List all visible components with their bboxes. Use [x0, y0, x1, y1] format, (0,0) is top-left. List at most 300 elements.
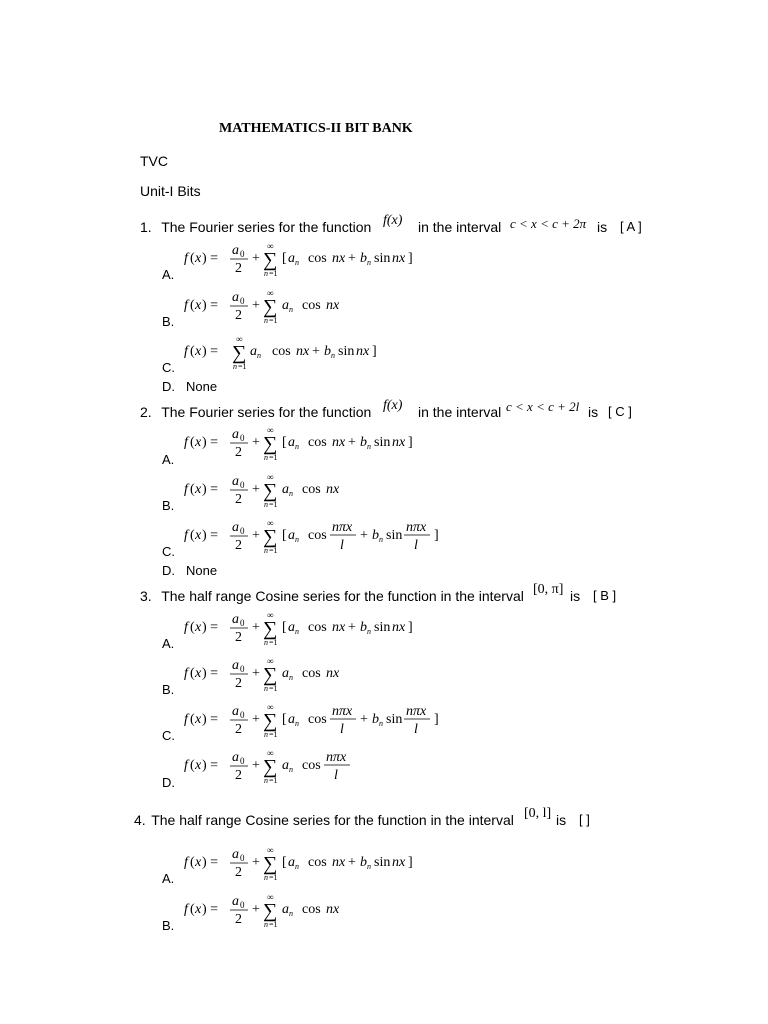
svg-text:(: ( — [190, 528, 195, 543]
svg-text:∞: ∞ — [267, 702, 274, 712]
question-3 — [140, 588, 524, 606]
svg-text:n: n — [264, 873, 268, 882]
svg-text:a: a — [288, 855, 295, 870]
svg-text:∑: ∑ — [263, 900, 278, 922]
svg-text:a: a — [288, 251, 295, 266]
svg-text:x: x — [195, 712, 202, 727]
svg-text:n: n — [295, 627, 299, 636]
svg-text:) =: ) = — [202, 758, 219, 773]
svg-text:a: a — [232, 658, 239, 673]
svg-text:]: ] — [408, 620, 413, 635]
svg-text:[: [ — [282, 855, 287, 870]
svg-text:=1: =1 — [269, 873, 278, 882]
svg-text:2: 2 — [235, 630, 242, 645]
option-letter: B. — [162, 918, 175, 933]
answer-box: [ ] — [579, 812, 590, 827]
question-text: The Fourier series for the function — [161, 219, 372, 235]
svg-text:n: n — [264, 500, 268, 509]
course-code: TVC — [140, 153, 168, 169]
svg-text:(: ( — [190, 435, 195, 450]
svg-text:2: 2 — [235, 722, 242, 737]
svg-text:(: ( — [190, 298, 195, 313]
option-letter: B. — [162, 498, 175, 513]
svg-text:cos: cos — [302, 902, 321, 917]
svg-text:f: f — [184, 528, 188, 543]
svg-text:n: n — [367, 862, 371, 871]
option-letter: A. — [162, 452, 175, 467]
svg-text:=1: =1 — [269, 638, 278, 647]
svg-text:x: x — [195, 855, 202, 870]
svg-text:∑: ∑ — [263, 853, 278, 875]
svg-text:[: [ — [282, 528, 287, 543]
svg-text:n: n — [295, 719, 299, 728]
svg-text:0: 0 — [240, 664, 245, 674]
svg-text:a: a — [288, 712, 295, 727]
svg-text:]: ] — [434, 528, 439, 543]
svg-text:+: + — [252, 712, 260, 727]
svg-text:x: x — [195, 528, 202, 543]
svg-text:cos: cos — [308, 435, 327, 450]
formula-q3-b — [184, 656, 364, 696]
svg-text:) =: ) = — [202, 251, 219, 266]
svg-text:+: + — [360, 712, 368, 727]
formula-q2-a — [184, 425, 424, 465]
unit-heading: Unit-I Bits — [140, 183, 201, 199]
svg-text:nx: nx — [332, 435, 346, 450]
svg-text:0: 0 — [240, 249, 245, 259]
svg-text:x: x — [195, 666, 202, 681]
svg-text:a: a — [282, 482, 289, 497]
svg-text:n: n — [367, 442, 371, 451]
svg-text:+: + — [252, 902, 260, 917]
svg-text:n: n — [264, 920, 268, 929]
svg-text:cos: cos — [302, 666, 321, 681]
svg-text:) =: ) = — [202, 620, 219, 635]
option-letter: A. — [162, 267, 175, 282]
svg-text:cos: cos — [302, 298, 321, 313]
svg-text:sin: sin — [338, 344, 355, 359]
svg-text:2: 2 — [235, 768, 242, 783]
formula-q4-a — [184, 845, 424, 885]
svg-text:=1: =1 — [269, 269, 278, 278]
svg-text:cos: cos — [302, 758, 321, 773]
formula-q3-c — [184, 700, 454, 744]
svg-text:nx: nx — [326, 298, 340, 313]
svg-text:a: a — [232, 894, 239, 909]
svg-text:a: a — [282, 298, 289, 313]
svg-text:) =: ) = — [202, 855, 219, 870]
svg-text:b: b — [324, 344, 331, 359]
svg-text:+: + — [252, 855, 260, 870]
svg-text:cos: cos — [308, 855, 327, 870]
svg-text:(: ( — [190, 344, 195, 359]
svg-text:l: l — [414, 538, 418, 553]
option-none: None — [186, 563, 218, 578]
svg-text:f: f — [184, 758, 188, 773]
svg-text:a: a — [232, 243, 239, 258]
svg-text:2: 2 — [235, 912, 242, 927]
svg-text:f: f — [184, 435, 188, 450]
svg-text:=1: =1 — [269, 920, 278, 929]
svg-text:∑: ∑ — [263, 710, 278, 732]
svg-text:nx: nx — [392, 435, 406, 450]
svg-text:∑: ∑ — [263, 618, 278, 640]
svg-text:[: [ — [282, 435, 287, 450]
svg-text:sin: sin — [374, 855, 391, 870]
option-none: None — [186, 379, 218, 394]
svg-text:+: + — [348, 435, 356, 450]
svg-text:2: 2 — [235, 538, 242, 553]
svg-text:f: f — [184, 344, 188, 359]
svg-text:a: a — [288, 528, 295, 543]
svg-text:(: ( — [190, 482, 195, 497]
svg-text:a: a — [232, 847, 239, 862]
question-2 — [140, 404, 371, 422]
svg-text:a: a — [232, 520, 239, 535]
svg-text:+: + — [348, 855, 356, 870]
svg-text:f: f — [184, 482, 188, 497]
svg-text:nπx: nπx — [332, 704, 353, 719]
svg-text:x: x — [195, 251, 202, 266]
svg-text:sin: sin — [386, 528, 403, 543]
svg-text:nx: nx — [356, 344, 370, 359]
svg-text:0: 0 — [240, 900, 245, 910]
svg-text:[: [ — [282, 620, 287, 635]
option-letter: D. — [162, 775, 175, 790]
svg-text:∞: ∞ — [267, 518, 274, 528]
svg-text:a: a — [232, 612, 239, 627]
svg-text:]: ] — [408, 855, 413, 870]
svg-text:sin: sin — [374, 620, 391, 635]
svg-text:nx: nx — [392, 855, 406, 870]
svg-text:x: x — [195, 482, 202, 497]
svg-text:nπx: nπx — [332, 520, 353, 535]
svg-text:) =: ) = — [202, 712, 219, 727]
answer-box: [ A ] — [620, 219, 642, 234]
svg-text:cos: cos — [308, 251, 327, 266]
svg-text:+: + — [252, 620, 260, 635]
svg-text:[: [ — [282, 251, 287, 266]
question-number: 3. — [140, 588, 152, 604]
svg-text:nx: nx — [332, 251, 346, 266]
question-1 — [140, 219, 371, 237]
formula-q1-b — [184, 288, 364, 328]
svg-text:b: b — [372, 712, 379, 727]
svg-text:n: n — [379, 535, 383, 544]
svg-text:cos: cos — [302, 482, 321, 497]
svg-text:a: a — [282, 666, 289, 681]
interval-expression: [0, π] — [533, 582, 564, 597]
svg-text:∑: ∑ — [232, 342, 247, 364]
svg-text:]: ] — [434, 712, 439, 727]
svg-text:a: a — [232, 750, 239, 765]
svg-text:a: a — [282, 758, 289, 773]
svg-text:=1: =1 — [269, 730, 278, 739]
svg-text:∑: ∑ — [263, 756, 278, 778]
option-letter: C. — [162, 360, 175, 375]
svg-text:=1: =1 — [269, 776, 278, 785]
svg-text:+: + — [360, 528, 368, 543]
svg-text:) =: ) = — [202, 435, 219, 450]
svg-text:0: 0 — [240, 526, 245, 536]
svg-text:a: a — [232, 290, 239, 305]
svg-text:0: 0 — [240, 296, 245, 306]
svg-text:f: f — [184, 251, 188, 266]
svg-text:f: f — [184, 620, 188, 635]
option-letter: C. — [162, 544, 175, 559]
svg-text:n: n — [367, 627, 371, 636]
question-text: The half range Cosine series for the function in the interval — [161, 588, 524, 604]
svg-text:∞: ∞ — [267, 610, 274, 620]
formula-q1-a — [184, 241, 424, 281]
svg-text:b: b — [360, 251, 367, 266]
svg-text:nx: nx — [332, 620, 346, 635]
svg-text:n: n — [289, 765, 293, 774]
svg-text:f: f — [184, 298, 188, 313]
svg-text:) =: ) = — [202, 344, 219, 359]
svg-text:sin: sin — [374, 251, 391, 266]
svg-text:∑: ∑ — [263, 249, 278, 271]
svg-text:(: ( — [190, 855, 195, 870]
formula-q4-b — [184, 892, 364, 932]
svg-text:cos: cos — [272, 344, 291, 359]
svg-text:n: n — [289, 305, 293, 314]
svg-text:0: 0 — [240, 710, 245, 720]
question-4 — [134, 812, 514, 830]
svg-text:sin: sin — [374, 435, 391, 450]
formula-q3-d — [184, 746, 384, 790]
svg-text:n: n — [233, 362, 237, 371]
svg-text:x: x — [195, 344, 202, 359]
is-label: is — [588, 404, 599, 420]
svg-text:) =: ) = — [202, 482, 219, 497]
svg-text:=1: =1 — [269, 546, 278, 555]
option-letter: A. — [162, 636, 175, 651]
svg-text:∞: ∞ — [267, 288, 274, 298]
formula-q2-c — [184, 516, 454, 560]
interval-expression: c < x < c + 2l — [506, 399, 580, 414]
svg-text:nπx: nπx — [406, 520, 427, 535]
svg-text:+: + — [252, 528, 260, 543]
svg-text:x: x — [195, 620, 202, 635]
svg-text:∞: ∞ — [267, 748, 274, 758]
is-label: is — [597, 219, 608, 235]
svg-text:∞: ∞ — [267, 241, 274, 251]
question-text: The Fourier series for the function — [161, 404, 372, 420]
function-symbol: f(x) — [383, 213, 403, 228]
svg-text:2: 2 — [235, 865, 242, 880]
svg-text:2: 2 — [235, 445, 242, 460]
svg-text:b: b — [360, 855, 367, 870]
svg-text:2: 2 — [235, 261, 242, 276]
svg-text:(: ( — [190, 251, 195, 266]
svg-text:a: a — [282, 902, 289, 917]
question-number: 1. — [140, 219, 152, 235]
formula-q3-a — [184, 610, 424, 650]
svg-text:n: n — [264, 453, 268, 462]
svg-text:a: a — [232, 474, 239, 489]
svg-text:sin: sin — [386, 712, 403, 727]
svg-text:n: n — [379, 719, 383, 728]
svg-text:0: 0 — [240, 853, 245, 863]
svg-text:n: n — [264, 776, 268, 785]
svg-text:0: 0 — [240, 480, 245, 490]
svg-text:n: n — [264, 638, 268, 647]
svg-text:=1: =1 — [269, 684, 278, 693]
svg-text:∞: ∞ — [267, 472, 274, 482]
option-letter: C. — [162, 728, 175, 743]
svg-text:x: x — [195, 902, 202, 917]
svg-text:a: a — [288, 620, 295, 635]
is-label: is — [570, 588, 581, 604]
svg-text:cos: cos — [308, 528, 327, 543]
svg-text:∞: ∞ — [267, 656, 274, 666]
interval-label: in the interval — [418, 219, 502, 235]
svg-text:f: f — [184, 666, 188, 681]
svg-text:) =: ) = — [202, 902, 219, 917]
svg-text:∞: ∞ — [267, 425, 274, 435]
svg-text:b: b — [360, 435, 367, 450]
svg-text:nx: nx — [296, 344, 310, 359]
interval-label: in the interval — [418, 404, 502, 420]
interval-expression: [0, l] — [524, 806, 552, 821]
svg-text:n: n — [264, 546, 268, 555]
svg-text:x: x — [195, 758, 202, 773]
option-letter: A. — [162, 871, 175, 886]
svg-text:n: n — [289, 489, 293, 498]
svg-text:∑: ∑ — [263, 480, 278, 502]
svg-text:n: n — [367, 258, 371, 267]
question-text: The half range Cosine series for the function in the interval — [151, 812, 514, 828]
svg-text:nπx: nπx — [326, 750, 347, 765]
svg-text:n: n — [289, 909, 293, 918]
svg-text:a: a — [288, 435, 295, 450]
svg-text:]: ] — [408, 251, 413, 266]
svg-text:a: a — [232, 704, 239, 719]
svg-text:n: n — [295, 535, 299, 544]
svg-text:a: a — [232, 427, 239, 442]
svg-text:2: 2 — [235, 308, 242, 323]
svg-text:]: ] — [372, 344, 377, 359]
svg-text:nπx: nπx — [406, 704, 427, 719]
svg-text:+: + — [312, 344, 320, 359]
svg-text:∞: ∞ — [267, 845, 274, 855]
svg-text:nx: nx — [326, 666, 340, 681]
svg-text:∑: ∑ — [263, 433, 278, 455]
svg-text:nx: nx — [326, 902, 340, 917]
svg-text:(: ( — [190, 712, 195, 727]
svg-text:2: 2 — [235, 676, 242, 691]
svg-text:+: + — [252, 758, 260, 773]
svg-text:b: b — [372, 528, 379, 543]
question-number: 2. — [140, 404, 152, 420]
svg-text:=1: =1 — [238, 362, 247, 371]
svg-text:(: ( — [190, 620, 195, 635]
svg-text:∑: ∑ — [263, 296, 278, 318]
svg-text:2: 2 — [235, 492, 242, 507]
svg-text:(: ( — [190, 758, 195, 773]
svg-text:n: n — [295, 258, 299, 267]
svg-text:n: n — [264, 684, 268, 693]
svg-text:n: n — [289, 673, 293, 682]
question-number: 4. — [134, 812, 146, 828]
svg-text:[: [ — [282, 712, 287, 727]
svg-text:(: ( — [190, 902, 195, 917]
svg-text:l: l — [340, 538, 344, 553]
svg-text:x: x — [195, 435, 202, 450]
is-label: is — [556, 812, 567, 828]
svg-text:+: + — [252, 435, 260, 450]
formula-q1-c — [184, 334, 404, 374]
formula-q2-b — [184, 472, 364, 512]
svg-text:=1: =1 — [269, 453, 278, 462]
svg-text:n: n — [264, 269, 268, 278]
svg-text:n: n — [257, 351, 261, 360]
svg-text:n: n — [264, 316, 268, 325]
svg-text:n: n — [295, 442, 299, 451]
svg-text:=1: =1 — [269, 500, 278, 509]
svg-text:∞: ∞ — [236, 334, 243, 344]
svg-text:) =: ) = — [202, 666, 219, 681]
svg-text:∞: ∞ — [267, 892, 274, 902]
svg-text:cos: cos — [308, 712, 327, 727]
svg-text:l: l — [334, 768, 338, 783]
svg-text:nx: nx — [332, 855, 346, 870]
svg-text:nx: nx — [326, 482, 340, 497]
svg-text:]: ] — [408, 435, 413, 450]
page-title: MATHEMATICS-II BIT BANK — [219, 121, 413, 136]
svg-text:) =: ) = — [202, 298, 219, 313]
svg-text:n: n — [264, 730, 268, 739]
option-letter: B. — [162, 314, 175, 329]
answer-box: [ B ] — [593, 588, 617, 603]
svg-text:f: f — [184, 712, 188, 727]
option-letter: B. — [162, 682, 175, 697]
svg-text:l: l — [414, 722, 418, 737]
svg-text:0: 0 — [240, 756, 245, 766]
svg-text:+: + — [252, 666, 260, 681]
svg-text:∑: ∑ — [263, 526, 278, 548]
svg-text:cos: cos — [308, 620, 327, 635]
function-symbol: f(x) — [383, 398, 403, 413]
svg-text:a: a — [250, 344, 257, 359]
svg-text:x: x — [195, 298, 202, 313]
svg-text:0: 0 — [240, 433, 245, 443]
svg-text:nx: nx — [392, 620, 406, 635]
svg-text:b: b — [360, 620, 367, 635]
svg-text:+: + — [348, 620, 356, 635]
svg-text:+: + — [252, 482, 260, 497]
svg-text:n: n — [331, 351, 335, 360]
svg-text:f: f — [184, 855, 188, 870]
svg-text:(: ( — [190, 666, 195, 681]
option-letter: D. — [162, 379, 175, 394]
svg-text:+: + — [252, 251, 260, 266]
answer-box: [ C ] — [608, 404, 632, 419]
svg-text:nx: nx — [392, 251, 406, 266]
svg-text:∑: ∑ — [263, 664, 278, 686]
svg-text:=1: =1 — [269, 316, 278, 325]
svg-text:) =: ) = — [202, 528, 219, 543]
svg-text:+: + — [252, 298, 260, 313]
option-letter: D. — [162, 563, 175, 578]
svg-text:f: f — [184, 902, 188, 917]
interval-expression: c < x < c + 2π — [510, 216, 587, 231]
svg-text:0: 0 — [240, 618, 245, 628]
svg-text:n: n — [295, 862, 299, 871]
svg-text:l: l — [340, 722, 344, 737]
svg-text:+: + — [348, 251, 356, 266]
